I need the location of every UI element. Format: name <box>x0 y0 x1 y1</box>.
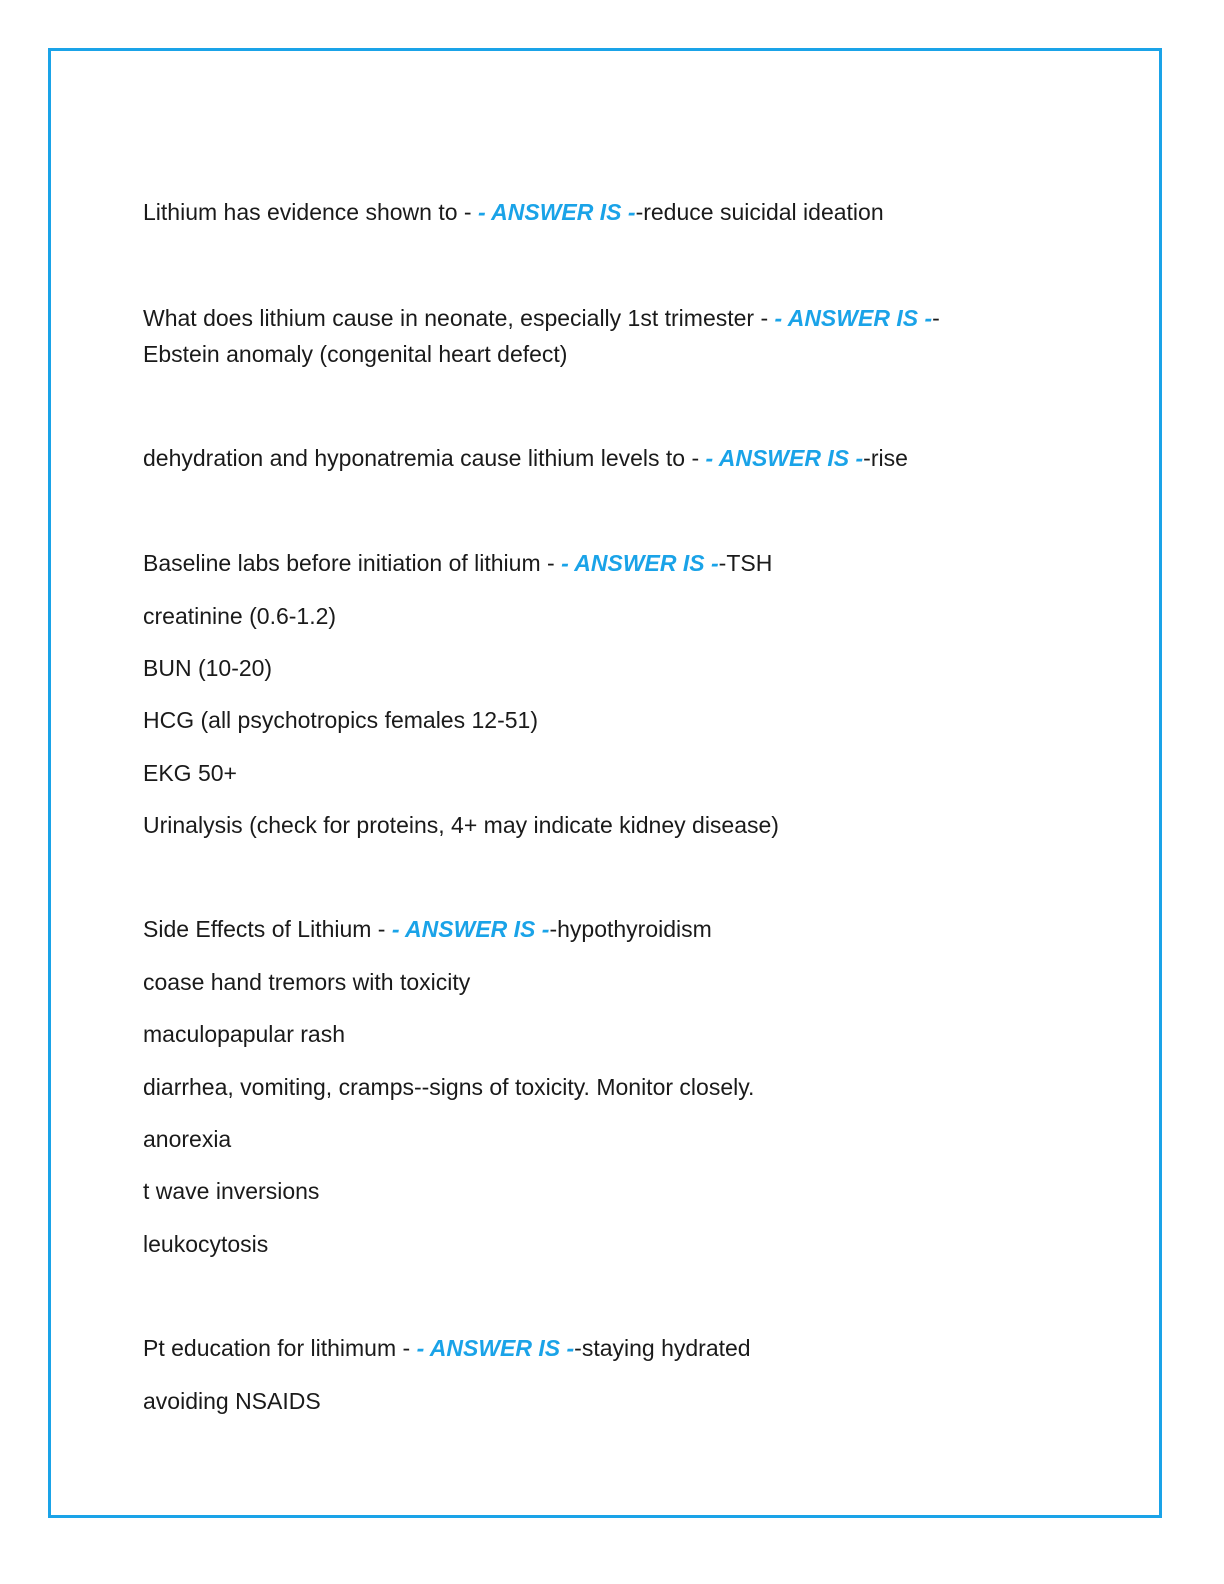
answer-marker: - ANSWER IS - <box>391 916 550 942</box>
card-2-question: What does lithium cause in neonate, especially 1st trimester - <box>143 305 775 331</box>
card-1-answer: reduce suicidal ideation <box>643 199 884 225</box>
answer-marker: - ANSWER IS - <box>477 199 636 225</box>
card-4-extra-line: HCG (all psychotropics females 12-51) <box>143 707 538 733</box>
card-4-extra-line: EKG 50+ <box>143 760 237 786</box>
card-2-question-line <box>143 302 940 334</box>
card-4-question-line <box>143 547 772 579</box>
card-5-extra-line: maculopapular rash <box>143 1021 346 1047</box>
answer-marker: - ANSWER IS - <box>561 550 719 576</box>
card-4-extra-line: Urinalysis (check for proteins, 4+ may indicate kidney disease) <box>143 812 779 838</box>
card-1-answer-prefix: - <box>635 199 644 225</box>
card-4-question: Baseline labs before initiation of lithium - <box>143 550 562 576</box>
card-5-question: Side Effects of Lithium - <box>143 916 392 942</box>
card-5-question-line <box>143 913 712 945</box>
card-1-question-line <box>143 196 884 228</box>
card-4-extra-line: creatinine (0.6-1.2) <box>143 603 337 629</box>
card-5-extra-line: anorexia <box>143 1126 232 1152</box>
card-6-question-line <box>143 1332 751 1364</box>
card-2-answer: Ebstein anomaly (congenital heart defect) <box>143 341 568 367</box>
card-5-extra-line: diarrhea, vomiting, cramps--signs of toxicity. Monitor closely. <box>143 1074 755 1100</box>
card-5-extra-line: leukocytosis <box>143 1231 269 1257</box>
card-5-answer-prefix: - <box>549 916 558 942</box>
card-5-answer: hypothyroidism <box>557 916 712 942</box>
answer-marker: - ANSWER IS - <box>774 305 933 331</box>
card-4-extra-line: BUN (10-20) <box>143 655 273 681</box>
card-4-answer: TSH <box>726 550 773 576</box>
card-5-extra-line: t wave inversions <box>143 1178 320 1204</box>
card-6-answer-prefix: - <box>574 1335 582 1361</box>
answer-marker: - ANSWER IS - <box>416 1335 575 1361</box>
card-6-question: Pt education for lithimum - <box>143 1335 417 1361</box>
answer-marker: - ANSWER IS - <box>705 445 864 471</box>
card-3-question-line <box>143 442 908 474</box>
card-2-answer-prefix: - <box>932 305 940 331</box>
card-1-question: Lithium has evidence shown to - <box>143 199 478 225</box>
card-3-answer-prefix: - <box>863 445 871 471</box>
card-6-extra-line: avoiding NSAIDS <box>143 1388 321 1414</box>
card-5-extra-line: coase hand tremors with toxicity <box>143 969 471 995</box>
card-3-question: dehydration and hyponatremia cause lithium levels to - <box>143 445 706 471</box>
card-4-answer-prefix: - <box>718 550 727 576</box>
card-3-answer: rise <box>870 445 908 471</box>
card-6-answer: staying hydrated <box>581 1335 751 1361</box>
